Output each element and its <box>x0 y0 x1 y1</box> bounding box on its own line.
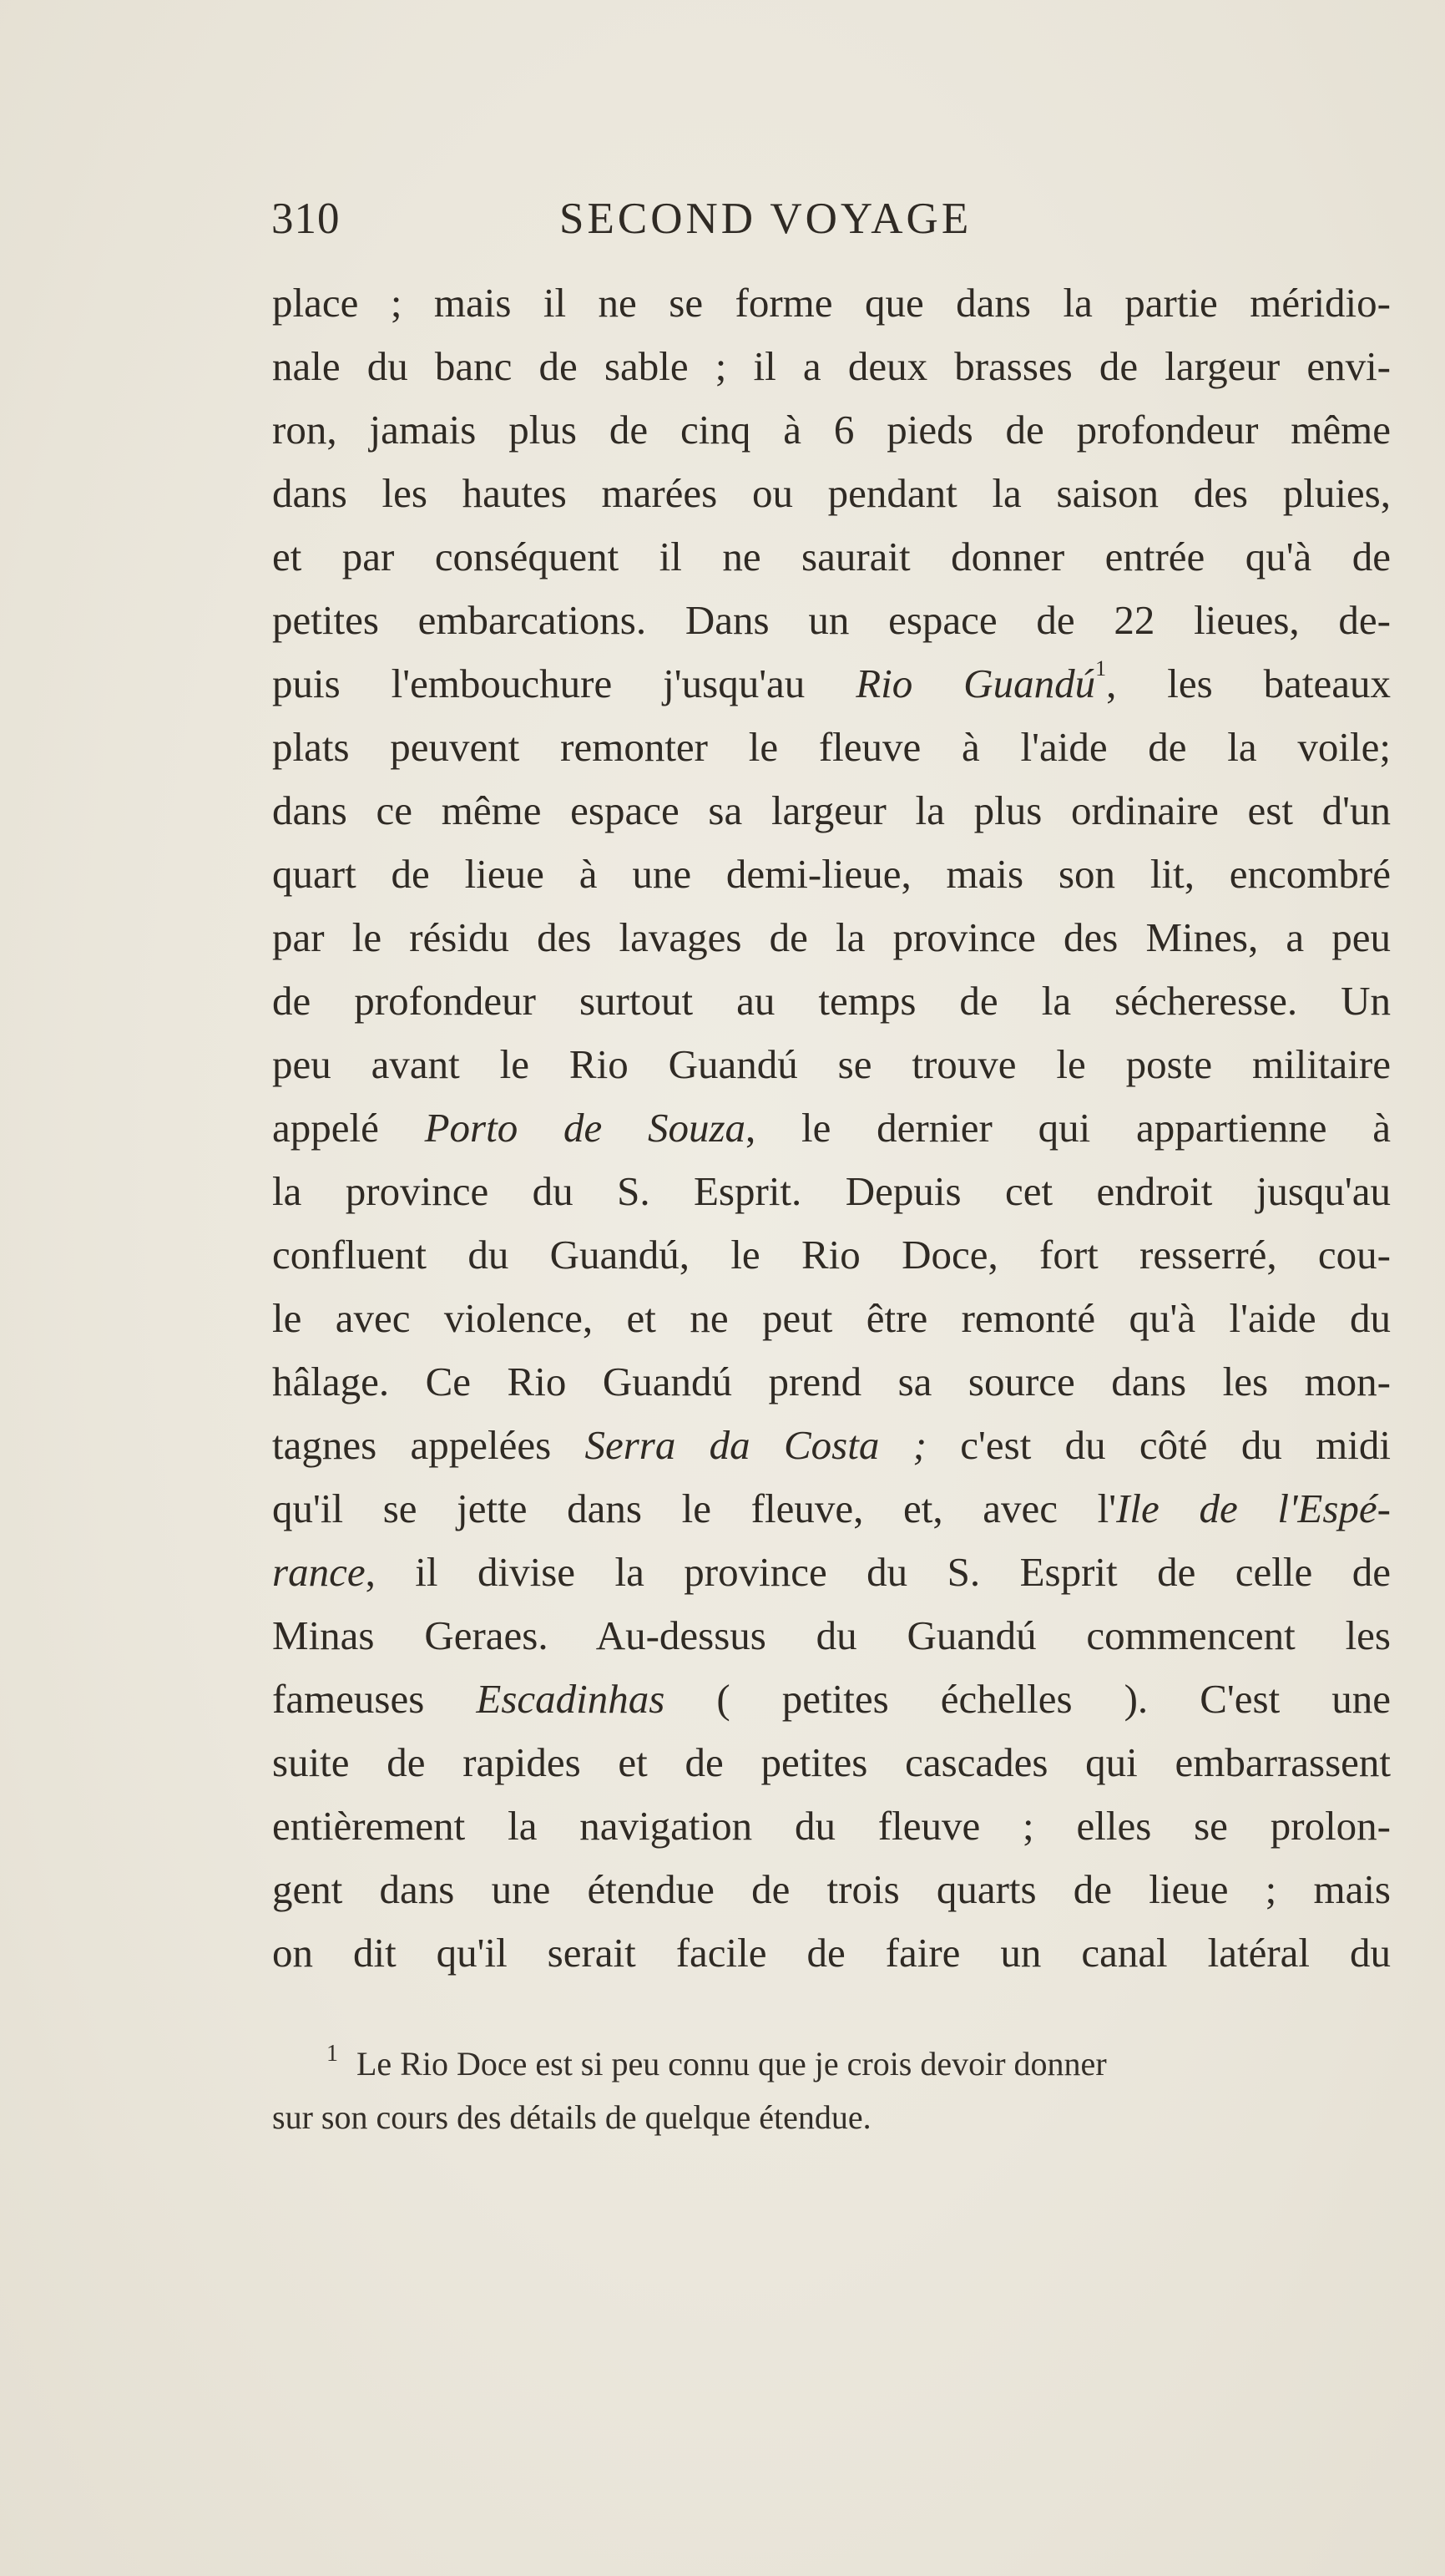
line-text: de profondeur surtout au temps de la sécheresse. Un <box>272 978 1391 1024</box>
line-text: qu'il se jette dans le fleuve, et, avec l' <box>272 1485 1117 1531</box>
line-text: petites embarcations. Dans un espace de 22 lieues, de- <box>272 597 1391 643</box>
footnote <box>272 2037 1391 2144</box>
line-text: puis l'embouchure j'usqu'au <box>272 660 856 706</box>
line-text: ( petites échelles ). C'est une <box>664 1676 1391 1722</box>
line-text: , il divise la province du S. Esprit de celle de <box>365 1549 1391 1595</box>
line-text: on dit qu'il serait facile de faire un canal latéral du <box>272 1930 1391 1976</box>
text-line <box>272 398 1391 462</box>
line-text: entièrement la navigation du fleuve ; elles se prolon- <box>272 1803 1391 1849</box>
text-line <box>272 716 1391 779</box>
line-text: par le résidu des lavages de la province des Mines, a peu <box>272 914 1391 960</box>
page-header <box>271 194 1114 252</box>
text-line <box>272 1287 1391 1350</box>
line-text: confluent du Guandú, le Rio Doce, fort resserré, cou- <box>272 1232 1391 1278</box>
line-text: hâlage. Ce Rio Guandú prend sa source dans les mon- <box>272 1359 1391 1404</box>
line-text: plats peuvent remonter le fleuve à l'aide de la voile; <box>272 724 1391 770</box>
text-line <box>272 652 1391 716</box>
text-line <box>272 969 1391 1033</box>
text-line <box>272 1541 1391 1604</box>
italic-text: Escadinhas <box>476 1676 665 1722</box>
line-text: suite de rapides et de petites cascades qui embarrassent <box>272 1739 1391 1785</box>
text-line <box>272 1604 1391 1668</box>
italic-text: rance <box>272 1549 366 1595</box>
footnote-text-1: Le Rio Doce est si peu connu que je crois devoir donner <box>356 2045 1107 2083</box>
text-line <box>272 335 1391 398</box>
text-line <box>272 779 1391 843</box>
running-head: SECOND VOYAGE <box>559 195 973 243</box>
text-line <box>272 1223 1391 1287</box>
text-line <box>272 1414 1391 1477</box>
text-line <box>272 525 1391 589</box>
italic-text: Ile de l'Espé- <box>1116 1485 1392 1531</box>
line-text: Minas Geraes. Au-dessus du Guandú commencent les <box>272 1612 1391 1658</box>
line-text: nale du banc de sable ; il a deux brasses de largeur envi- <box>272 343 1391 389</box>
text-line <box>272 271 1391 335</box>
footnote-reference: 1 <box>1095 656 1107 681</box>
footnote-line: sur son cours des détails de quelque étendue. <box>272 2098 872 2136</box>
text-line <box>272 1921 1391 1985</box>
line-text: le avec violence, et ne peut être remonté qu'à l'aide du <box>272 1295 1391 1341</box>
line-text: ron, jamais plus de cinq à 6 pieds de profondeur même <box>272 407 1391 453</box>
text-line <box>272 1096 1391 1160</box>
line-text: place ; mais il ne se forme que dans la partie méridio- <box>272 280 1391 326</box>
text-line <box>272 1668 1391 1731</box>
text-line <box>272 1350 1391 1414</box>
text-line <box>272 1477 1391 1541</box>
italic-text: Serra da Costa ; <box>584 1422 927 1468</box>
line-text: fameuses <box>272 1676 477 1722</box>
text-line <box>272 906 1391 969</box>
line-text: gent dans une étendue de trois quarts de lieue ; mais <box>272 1866 1391 1912</box>
body-text <box>272 271 1391 1985</box>
text-line <box>272 1033 1391 1096</box>
line-text: quart de lieue à une demi-lieue, mais son lit, encombré <box>272 851 1391 897</box>
line-text: dans ce même espace sa largeur la plus ordinaire est d'un <box>272 787 1391 833</box>
page-number: 310 <box>271 195 341 243</box>
line-text: peu avant le Rio Guandú se trouve le poste militaire <box>272 1041 1391 1087</box>
italic-text: Rio Guandú <box>856 660 1096 706</box>
text-line <box>272 1794 1391 1858</box>
text-line <box>272 1731 1391 1794</box>
text-line <box>272 589 1391 652</box>
line-text: , les bateaux <box>1106 660 1391 706</box>
line-text: , le dernier qui appartienne à <box>745 1105 1392 1151</box>
text-line <box>272 1160 1391 1223</box>
italic-text: Porto de Souza <box>424 1105 746 1151</box>
footnote-marker: 1 <box>326 2041 338 2067</box>
text-line <box>272 1858 1391 1921</box>
text-line <box>272 843 1391 906</box>
text-line <box>272 462 1391 525</box>
line-text: c'est du côté du midi <box>926 1422 1391 1468</box>
line-text: et par conséquent il ne saurait donner entrée qu'à de <box>272 534 1391 579</box>
line-text: dans les hautes marées ou pendant la saison des pluies, <box>272 470 1391 516</box>
line-text: tagnes appelées <box>272 1422 585 1468</box>
footnote-line <box>272 2037 1391 2091</box>
line-text: la province du S. Esprit. Depuis cet endroit jusqu'au <box>272 1168 1391 1214</box>
line-text: appelé <box>272 1105 425 1151</box>
